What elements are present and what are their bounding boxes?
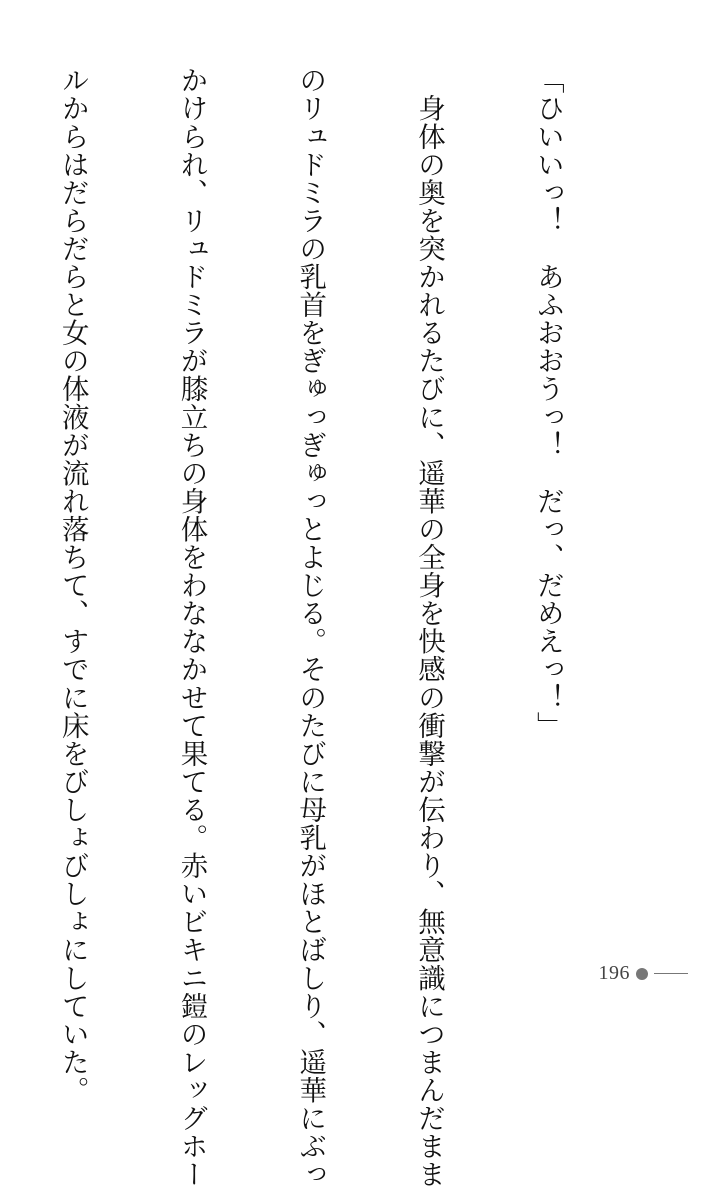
text-line-2: 身体の奥を突かれるたびに、遥華の全身を快感の衝撃が伝わり、無意識につまんだまま bbox=[413, 66, 446, 1188]
text-line-4: かけられ、リュドミラが膝立ちの身体をわななかせて果てる。赤いビキニ鎧のレッグホー bbox=[175, 66, 208, 1188]
page-footer bbox=[599, 962, 689, 985]
text-line-5: ルからはだらだらと女の体液が流れ落ちて、すでに床をびしょびしょにしていた。 bbox=[56, 66, 89, 1104]
folio-dot-ornament bbox=[636, 968, 648, 980]
text-line-1: 「ひいいっ！ あふおおうっ！ だっ、だめえっ！」 bbox=[531, 66, 564, 740]
page-number: 196 bbox=[598, 962, 630, 984]
folio-rule bbox=[654, 973, 688, 974]
text-line-3: のリュドミラの乳首をぎゅっぎゅっとよじる。そのたびに母乳がほとばしり、遥華にぶっ bbox=[294, 66, 327, 1188]
